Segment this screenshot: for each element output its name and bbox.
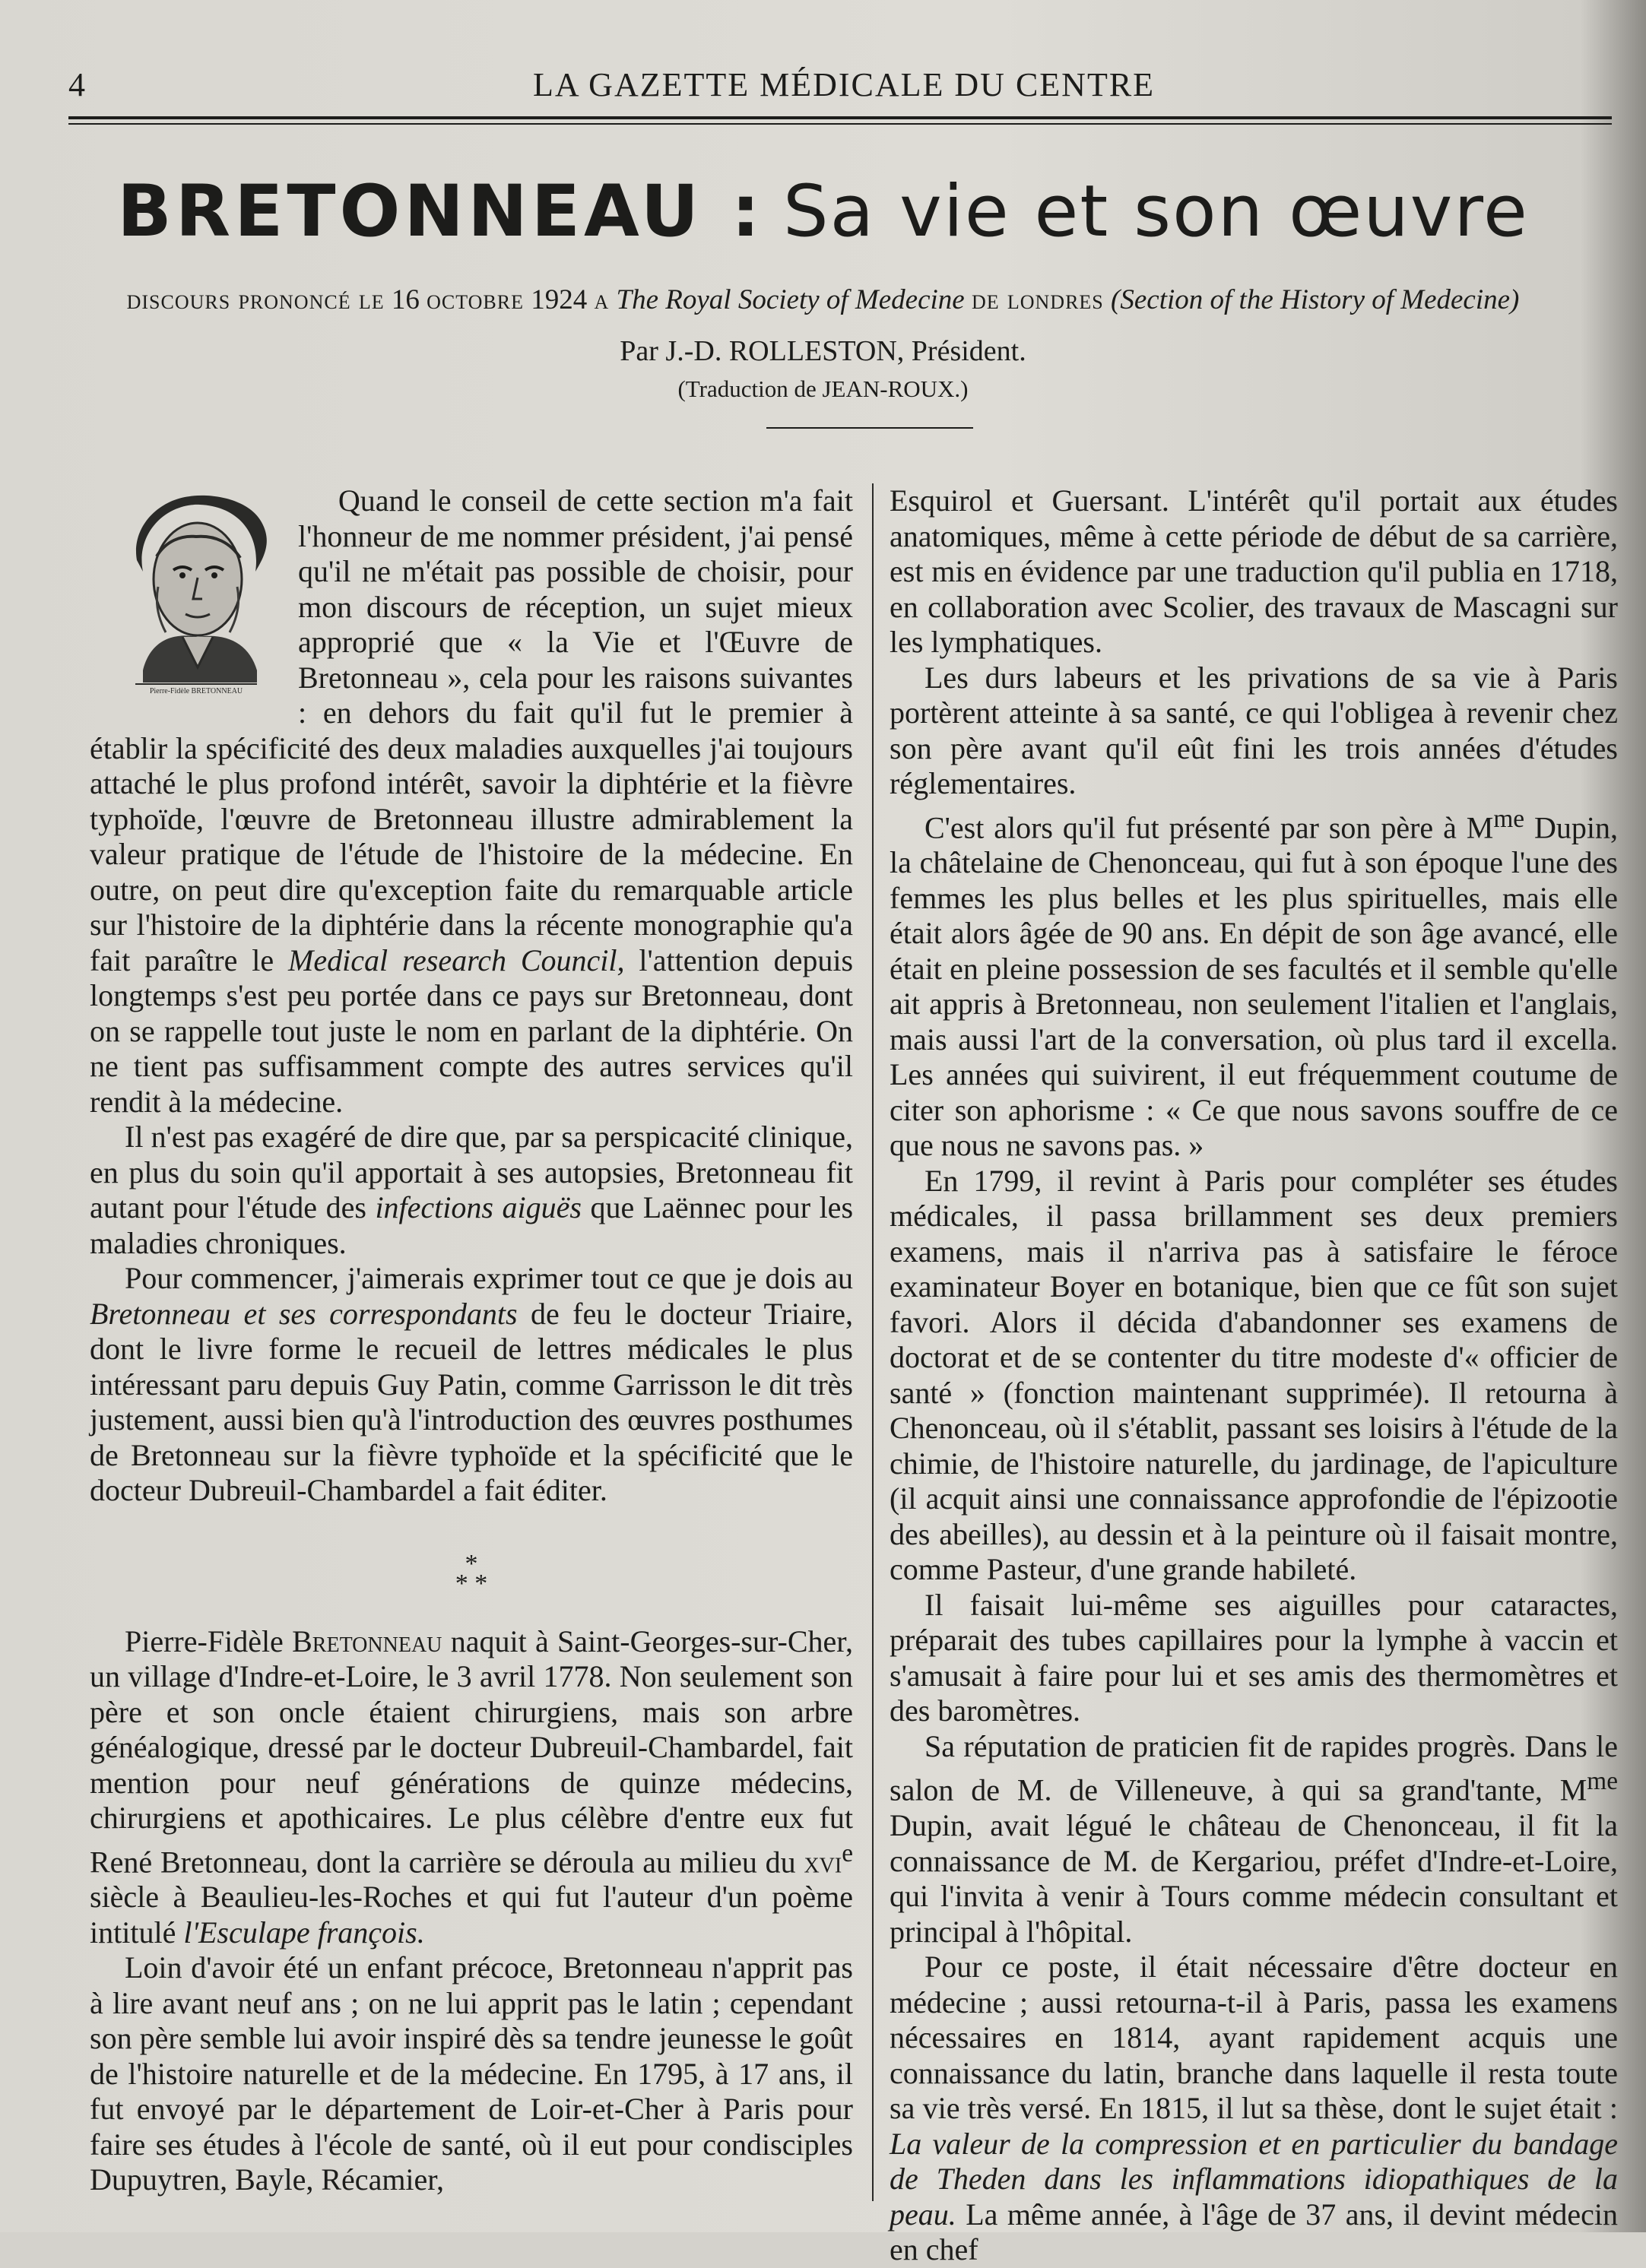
subtitle-year: 1924 — [531, 284, 588, 315]
paragraph: Pour ce poste, il était nécessaire d'être docteur en médecine ; aussi retourna-t-il à Paris, passa les examens nécessaires en 1814, ayant rapidement acquis une connaissance du latin, branche dans laquelle il resta toute sa vie très versé. En 1815, il lut sa thèse, dont le sujet était : La valeur de la compression et en particulier du bandage de Theden dans les inflammations idiopathiques de la peau. La même année, à l'âge de 37 ans, il devint médecin en chef — [890, 1950, 1618, 2267]
portrait-caption: Pierre-Fidèle BRETONNEAU — [149, 687, 243, 695]
paragraph: En 1799, il revint à Paris pour compléter ses études médicales, il passa brillamment ses deux premiers examens, mais il n'arriva pas à satisfaire le féroce examinateur Boyer en botanique, bien que ce fût son sujet favori. Alors il décida d'abandonner ses examens de doctorat et de se contenter du titre modeste d'« officier de santé » (fonction maintenant supprimée). Il retourna à Chenonceau, où il s'établit, passant ses loisirs à l'étude de la chimie, de l'histoire naturelle, du jardinage, de l'apiculture (il acquit ainsi une connaissance approfondie de l'épizootie des abeilles), au dessin et à la peinture où il faisait montre, comme Pasteur, d'une grande habileté. — [890, 1163, 1618, 1587]
portrait-engraving — [113, 488, 281, 695]
right-column — [890, 483, 1618, 2268]
subtitle-text: discours prononcé le — [126, 284, 385, 315]
article-title — [0, 170, 1646, 253]
header-rule-thin — [68, 123, 1612, 125]
subtitle-section: (Section of the History of Medecine) — [1111, 284, 1520, 315]
article-subtitle — [0, 281, 1646, 319]
subtitle-month: octobre — [427, 284, 524, 315]
paragraph: Pierre-Fidèle Bretonneau naquit à Saint-Georges-sur-Cher, un village d'Indre-et-Loire, le 3 avril 1778. Non seulement son père et son oncle étaient chirurgiens, mais son arbre généalogique, dressé par le docteur Dubreuil-Chambardel, fait mention pour neuf générations de quinze médecins, chirurgiens et apothicaires. Le plus célèbre d'entre eux fut René Bretonneau, dont la carrière se déroula au milieu du xvi$^e$ siècle à Beaulieu-les-Roches et qui fut l'auteur d'un poème intitulé l'Esculape françois. — [90, 1623, 854, 1950]
column-divider — [872, 483, 874, 2201]
paragraph: Il n'est pas exagéré de dire que, par sa perspicacité clinique, en plus du soin qu'il apportait à ses autopsies, Bretonneau fit autant pour l'étude des infections aiguës que Laënnec pour les maladies chroniques. — [90, 1120, 854, 1260]
subtitle-society: The Royal Society of Medecine — [616, 284, 965, 315]
paragraph: Sa réputation de praticien fit de rapides progrès. Dans le salon de M. de Villeneuve, à qui sa grand'tante, $M^{me}$ Dupin, avait légué le château de Chenonceau, il fit la connaissance de M. de Kergariou, préfet d'Indre-et-Loire, qui l'invita à venir à Tours comme médecin consultant et principal à l'hôpital. — [890, 1728, 1618, 1949]
paragraph: Loin d'avoir été un enfant précoce, Bretonneau n'apprit pas à lire avant neuf ans ; on ne lui apprit pas le latin ; cependant son père semble lui avoir inspiré dès sa tendre jeunesse le goût de l'histoire naturelle et de la médecine. En 1795, à 17 ans, il fut envoyé par le département de Loir-et-Cher à Paris pour faire ses études à l'école de santé, où il eut pour condisciples Dupuytren, Bayle, Récamier, — [90, 1950, 853, 2197]
paragraph: Quand le conseil de cette section m'a fait l'honneur de me nommer président, j'ai pensé qu'il ne m'était pas possible de choisir, pour mon discours de réception, un sujet mieux approprié que « la Vie et l'Œuvre de Bretonneau », cela pour les raisons suivantes : en dehors du fait qu'il fut le premier à établir la spécificité des deux maladies auxquelles j'ai toujours attaché le plus profond intérêt, savoir la diphtérie et la fièvre typhoïde, l'œuvre de Bretonneau illustre admirablement la valeur pratique de l'étude de l'histoire de la médecine. En outre, on peut dire qu'exception faite du remarquable article sur l'histoire de la diphtérie dans la récente monographie qu'a fait paraître le Medical research Council, l'attention depuis longtemps s'est peu portée dans ce pays sur Bretonneau, dont on se rappelle tout juste le nom en parlant de la diphtérie. On ne tient pas suffisamment compte des autres services qu'il rendit à la médecine. — [90, 483, 854, 1119]
asterism-bottom: * * — [455, 1569, 488, 1598]
subtitle-date: 16 — [391, 284, 420, 315]
asterism-separator — [90, 1509, 853, 1624]
paragraph: Il faisait lui-même ses aiguilles pour cataractes, préparait des tubes capillaires pour la lymphe à vaccin et s'amusait à faire pour lui et ses amis des thermomètres et des baromètres. — [890, 1587, 1618, 1728]
page-number: 4 — [68, 66, 87, 103]
paragraph: Esquirol et Guersant. L'intérêt qu'il portait aux études anatomiques, même à cette période de début de sa carrière, est mis en évidence par une traduction qu'il publia en 1718, en collaboration avec Scolier, des travaux de Mascagni sur les lymphatiques. — [890, 483, 1618, 659]
left-column — [90, 483, 853, 2198]
asterism-top: * — [465, 1549, 478, 1578]
title-separator — [766, 427, 973, 429]
paragraph: Pour commencer, j'aimerais exprimer tout ce que je dois au Bretonneau et ses correspondants de feu le docteur Triaire, dont le livre forme le recueil de lettres médicales le plus intéressant paru depuis Guy Patin, comme Garrisson le dit très justement, aussi bien qu'à l'introduction des œuvres posthumes de Bretonneau sur la fièvre typhoïde et la spécificité que le docteur Dubreuil-Chambardel a fait éditer. — [90, 1261, 853, 1507]
subtitle-a: a — [594, 284, 610, 315]
paragraph: C'est alors qu'il fut présenté par son père à $M^{me}$ Dupin, la châtelaine de Chenonceau, qui fut à son époque l'une des femmes les plus belles et les plus spirituelles, mais elle était alors âgée de 90 ans. En dépit de son âge avancé, elle était en pleine possession de ses facultés et il semble qu'elle ait appris à Bretonneau, non seulement l'italien et l'anglais, mais aussi l'art de la conversation, où plus tard il excella. Les années qui suivirent, il eut fréquemment coutume de citer son aphorisme : « Ce que nous savons souffre de ce que nous ne savons pas. » — [890, 804, 1619, 1163]
header-rule — [68, 116, 1612, 119]
subtitle-city: de londres — [971, 284, 1104, 315]
running-head — [68, 65, 1619, 111]
paragraph: Les durs labeurs et les privations de sa vie à Paris portèrent atteinte à sa santé, ce qui l'obligea à revenir chez son père avant qu'il eût fini les trois années d'études réglementaires. — [890, 660, 1618, 800]
byline: Par J.-D. ROLLESTON, Président. — [620, 335, 1026, 367]
title-main: BRETONNEAU : — [117, 170, 764, 253]
journal-title: LA GAZETTE MÉDICALE DU CENTRE — [532, 66, 1156, 103]
title-rest: Sa vie et son œuvre — [782, 170, 1529, 253]
translation-credit: (Traduction de JEAN-ROUX.) — [677, 375, 969, 402]
